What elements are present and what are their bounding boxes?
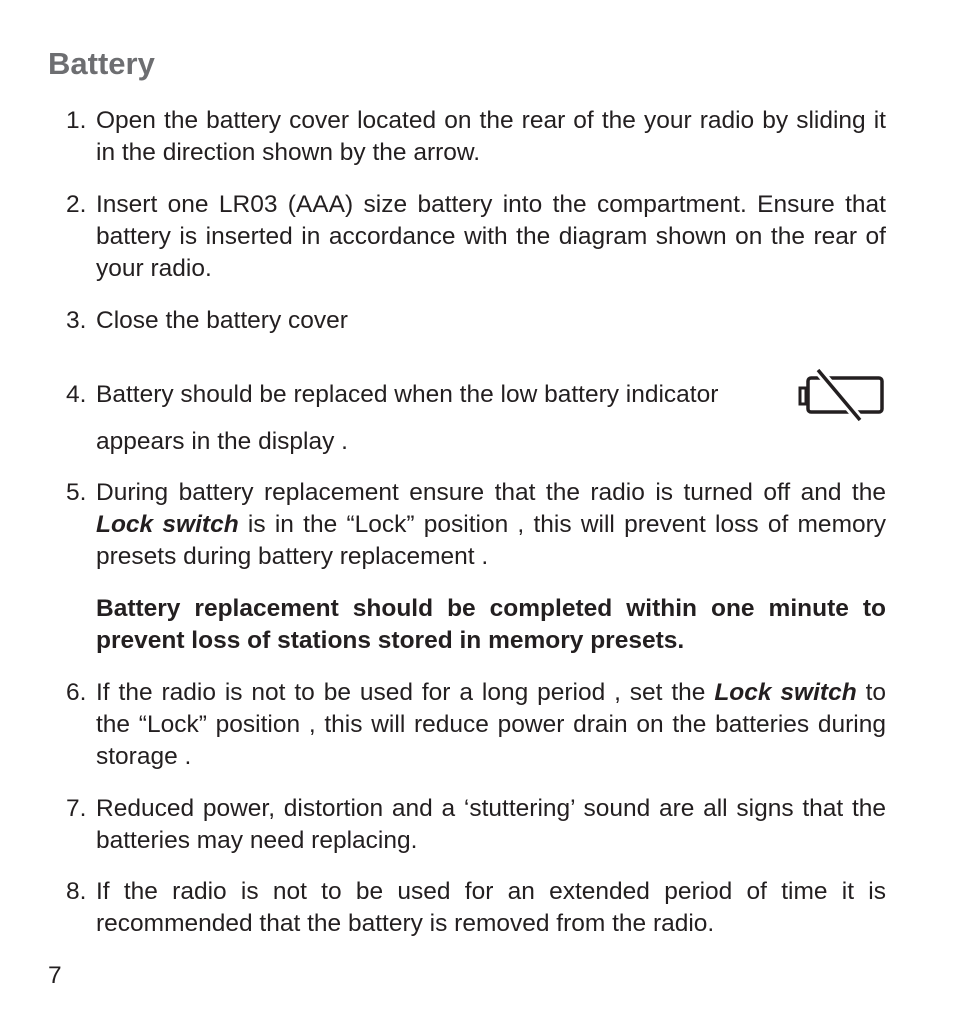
item-text-part: to the “Lock” position , this will reduce power drain on the batteries during storage . [96, 679, 886, 770]
list-item [66, 105, 886, 169]
item-number: 7. [66, 795, 87, 822]
list-item [66, 189, 886, 285]
list-item [66, 876, 886, 940]
item-number: 5. [66, 479, 87, 506]
section-title: Battery [48, 46, 155, 81]
lock-switch-label: Lock switch [96, 511, 239, 538]
item-number: 6. [66, 679, 87, 706]
list-item [66, 379, 886, 411]
warning-note: Battery replacement should be completed within one minute to prevent loss of stations stored in memory presets. [96, 595, 886, 654]
lock-switch-label: Lock switch [714, 679, 857, 706]
item-number: 3. [66, 307, 87, 334]
list-item [66, 677, 886, 773]
item-text [96, 677, 886, 773]
item-text: Open the battery cover located on the rear of the your radio by sliding it in the direction shown by the arrow. [96, 107, 886, 166]
item-text: Insert one LR03 (AAA) size battery into the compartment. Ensure that battery is inserted in accordance with the diagram shown on the rear of your radio. [96, 191, 886, 282]
list-item [66, 477, 886, 573]
item-text: If the radio is not to be used for an extended period of time it is recommended that the battery is removed from the radio. [96, 878, 886, 937]
item-text [96, 477, 886, 573]
item-text: Battery should be replaced when the low battery indicator [96, 381, 719, 408]
item-text: appears in the display . [96, 428, 348, 455]
item-number: 8. [66, 878, 87, 905]
item-text: Reduced power, distortion and a ‘stuttering’ sound are all signs that the batteries may need replacing. [96, 795, 886, 854]
list-item [66, 305, 886, 337]
low-battery-icon [796, 368, 888, 424]
item-text-part: If the radio is not to be used for a long period , set the [96, 679, 715, 706]
list-item-continuation [66, 426, 886, 458]
item-text-part: During battery replacement ensure that the radio is turned off and the [96, 479, 886, 506]
item-number: 2. [66, 191, 87, 218]
list-item [66, 793, 886, 857]
item-text-part: is in the “Lock” position , this will prevent loss of memory presets during battery replacement . [96, 511, 887, 570]
item-number: 4. [66, 381, 87, 408]
item-text: Close the battery cover [96, 307, 348, 334]
page-number: 7 [48, 962, 62, 989]
item-number: 1. [66, 107, 87, 134]
